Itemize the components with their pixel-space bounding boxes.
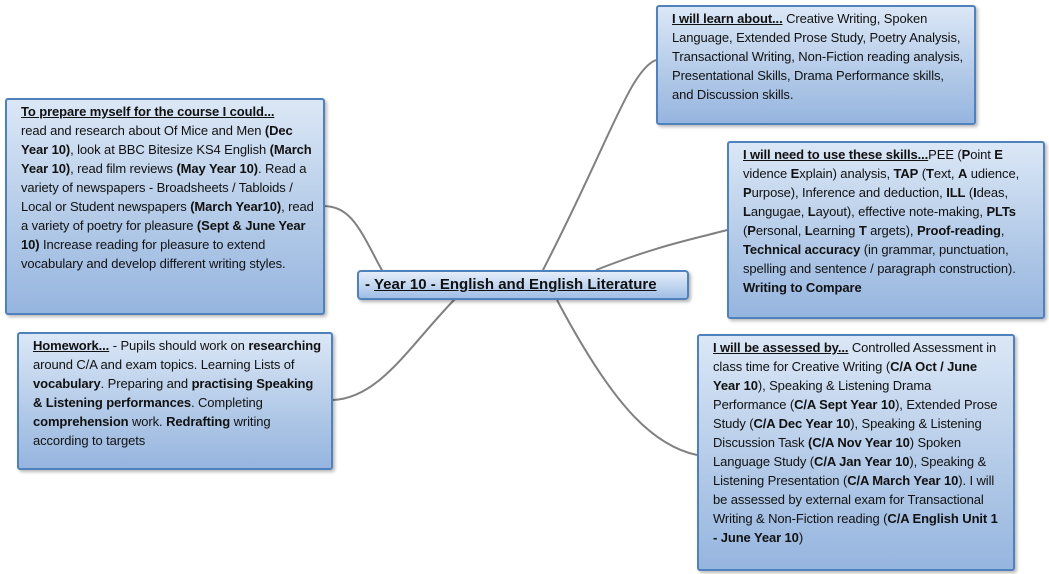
topic-learn-heading: I will learn about... [672, 11, 783, 26]
topic-assessed-run-7: (C/A Nov Year 10 [807, 435, 910, 450]
topic-skills-run-8: ( [918, 166, 927, 181]
connector-skills [596, 230, 727, 270]
topic-assessed-run-2: ), Speaking & Listening Drama Performance ( [713, 378, 932, 412]
topic-assessed-run-11: C/A March Year 10 [847, 473, 959, 488]
topic-homework-run-4: . Preparing and [100, 376, 192, 391]
topic-skills-body [743, 147, 1019, 295]
topic-skills-run-18: deas, [976, 185, 1008, 200]
topic-assessed-run-12: ). I will be assessed by external exam for Transactional Writing & Non-Fiction reading ( [713, 473, 995, 526]
topic-skills-run-13: P [743, 185, 752, 200]
topic-assessed-run-4: ), Extended Prose Study ( [713, 397, 998, 431]
topic-skills-run-20: angugae, [750, 204, 808, 219]
topic-skills-run-19: L [743, 204, 751, 219]
topic-assessed-run-0: Controlled Assessment in class time for Creative Writing ( [713, 340, 997, 374]
topic-assessed-run-14: ) [798, 530, 804, 545]
topic-homework[interactable] [17, 332, 333, 470]
topic-skills-run-4: vidence [743, 166, 791, 181]
topic-skills-run-1: P [961, 147, 971, 162]
topic-skills-run-9: T [926, 166, 934, 181]
topic-assessed-run-9: C/A Jan Year 10 [814, 454, 910, 469]
connector-assessed [557, 300, 697, 455]
topic-skills-run-30: argets), [866, 223, 917, 238]
topic-assessed-run-6: ), Speaking & Listening Discussion Task [713, 416, 982, 450]
topic-learn[interactable] [656, 5, 976, 125]
topic-prepare-run-9: (Sept & June Year 10) [21, 218, 306, 252]
connector-prepare [321, 206, 385, 276]
topic-homework-run-9: Redrafting [166, 414, 231, 429]
topic-assessed-run-10: ), Speaking & Listening Presentation ( [713, 454, 987, 488]
topic-skills-run-28: earning [812, 223, 859, 238]
topic-skills-run-12: udience, [967, 166, 1020, 181]
topic-skills-run-0: PEE ( [928, 147, 962, 162]
topic-learn-run-0: Creative Writing, Spoken Language, Extended Prose Study, Poetry Analysis, Transactional Writing, Non-Fiction reading analysis, Presentational Skills, Drama Performance skills, and Discussion skills. [672, 11, 964, 102]
topic-skills-heading: I will need to use these skills... [743, 147, 929, 162]
topic-skills-run-16: ( [965, 185, 974, 200]
topic-prepare-run-3: (March Year 10) [21, 142, 312, 176]
topic-skills-run-24: ( [743, 223, 748, 238]
central-topic-title: Year 10 - English and English Literature [374, 276, 657, 293]
topic-prepare-run-6: . Read a variety of newspapers - Broadsheets / Tabloids / Local or Student newspapers [21, 161, 307, 214]
topic-homework-run-7: comprehension [33, 414, 129, 429]
central-topic[interactable] [357, 270, 689, 300]
topic-assessed-run-5: C/A Dec Year 10 [753, 416, 851, 431]
topic-prepare-run-10: Increase reading for pleasure to extend vocabulary and develop different writing styles. [21, 237, 286, 271]
topic-skills-run-29: T [858, 223, 867, 238]
topic-skills-run-34: (in grammar, punctuation, spelling and sentence / paragraph construction). [743, 242, 1016, 276]
topic-skills-run-33: Technical accuracy [743, 242, 861, 257]
topic-prepare-run-7: (March Year10) [190, 199, 282, 214]
topic-prepare-heading: To prepare myself for the course I could... [21, 104, 275, 119]
topic-assessed-run-13: C/A English Unit 1 - June Year 10 [713, 511, 998, 545]
topic-assessed-run-1: C/A Oct / June Year 10 [713, 359, 978, 393]
topic-skills-run-15: ILL [946, 185, 966, 200]
topic-prepare-body [21, 123, 314, 271]
topic-homework-run-2: around C/A and exam topics. Learning Lists of [33, 357, 295, 372]
topic-prepare-run-5: (May Year 10) [176, 161, 259, 176]
topic-assessed-heading: I will be assessed by... [713, 340, 849, 355]
topic-homework-run-5: practising Speaking & Listening performances [33, 376, 314, 410]
topic-skills-run-35: Writing to Compare [743, 280, 862, 295]
topic-skills-run-21: L [807, 204, 816, 219]
topic-skills-run-27: L [804, 223, 813, 238]
topic-assessed-run-3: C/A Sept Year 10 [794, 397, 896, 412]
topic-skills-run-10: ext, [933, 166, 958, 181]
topic-skills-run-3: E [994, 147, 1003, 162]
topic-skills-run-11: A [957, 166, 968, 181]
topic-prepare-run-2: , look at BBC Bitesize KS4 English [70, 142, 270, 157]
topic-skills-run-26: ersonal, [755, 223, 805, 238]
topic-skills-run-14: urpose), Inference and deduction, [751, 185, 947, 200]
topic-assessed-body [713, 340, 998, 545]
topic-assessed-run-8: ) Spoken Language Study ( [713, 435, 961, 469]
topic-prepare-run-8: , read a variety of poetry for pleasure [21, 199, 314, 233]
connector-homework [333, 299, 455, 400]
topic-homework-run-8: work. [128, 414, 167, 429]
topic-prepare-run-1: (Dec Year 10) [21, 123, 293, 157]
topic-skills-run-22: ayout), effective note-making, [815, 204, 987, 219]
topic-homework-run-0: - Pupils should work on [109, 338, 249, 353]
topic-homework-body [33, 338, 321, 448]
topic-homework-run-3: vocabulary [33, 376, 101, 391]
topic-homework-run-1: researching [248, 338, 321, 353]
connector-learn [543, 60, 656, 270]
topic-skills-run-17: I [973, 185, 977, 200]
topic-homework-heading: Homework... [33, 338, 110, 353]
topic-skills-run-31: Proof-reading [916, 223, 1001, 238]
topic-homework-run-10: writing according to targets [33, 414, 271, 448]
central-topic-prefix: - [365, 276, 370, 293]
topic-prepare-run-0: read and research about Of Mice and Men [21, 123, 265, 138]
topic-skills-run-2: oint [970, 147, 995, 162]
topic-prepare-run-4: , read film reviews [70, 161, 177, 176]
topic-prepare[interactable] [5, 98, 325, 315]
topic-skills-run-23: PLTs [986, 204, 1016, 219]
topic-skills-run-6: xplain) analysis, [799, 166, 894, 181]
topic-skills-run-7: TAP [893, 166, 919, 181]
topic-homework-run-6: . Completing [190, 395, 263, 410]
topic-skills-run-5: E [790, 166, 800, 181]
topic-skills-run-25: P [747, 223, 756, 238]
topic-assessed[interactable] [697, 334, 1015, 571]
topic-skills[interactable] [727, 141, 1045, 319]
topic-skills-run-32: , [1000, 223, 1005, 238]
